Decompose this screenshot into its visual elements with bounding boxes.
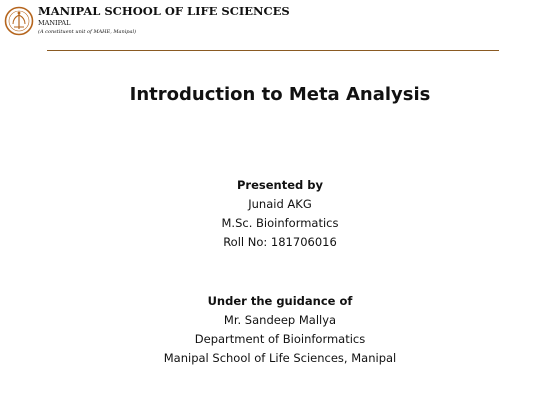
guide-institution: Manipal School of Life Sciences, Manipal (163, 351, 397, 365)
institution-text (38, 4, 290, 36)
presenter-name: Junaid AKG (248, 197, 312, 211)
institution-header (4, 4, 290, 44)
presenter-degree: M.Sc. Bioinformatics (221, 216, 339, 230)
page-title: Introduction to Meta Analysis (129, 84, 431, 105)
institution-note: (A constituent unit of MAHE, Manipal) (38, 29, 137, 35)
manipal-emblem-icon (4, 6, 34, 36)
presenter-label: Presented by (237, 178, 323, 192)
presenter-block (0, 176, 560, 252)
guide-name: Mr. Sandeep Mallya (223, 313, 337, 327)
institution-name: MANIPAL SCHOOL OF LIFE SCIENCES (38, 4, 290, 18)
institution-city: MANIPAL (38, 19, 71, 27)
header-divider (47, 50, 499, 51)
guide-label: Under the guidance of (207, 294, 353, 308)
guide-department: Department of Bioinformatics (194, 332, 366, 346)
guide-block (0, 292, 560, 368)
presenter-roll: Roll No: 181706016 (223, 235, 337, 249)
